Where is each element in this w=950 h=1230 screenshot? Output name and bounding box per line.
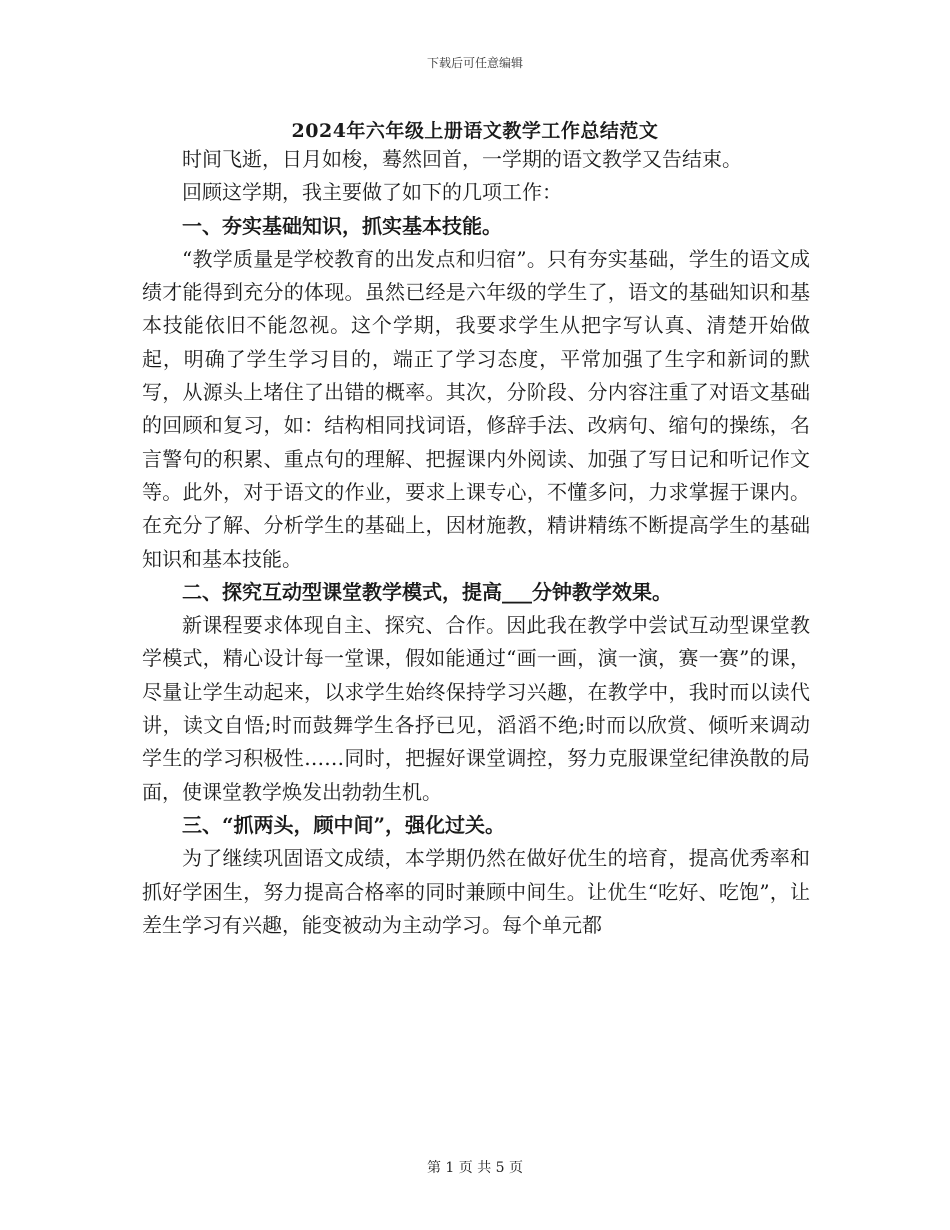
paragraph-section-1: “教学质量是学校教育的出发点和归宿”。只有夯实基础，学生的语文成绩才能得到充分的体现。虽然已经是六年级的学生了，语文的基础知识和基本技能依旧不能忽视。这个学期，我要求学生从把字写认真、清楚开始做起，明确了学生学习目的，端正了学习态度，平常加强了生字和新词的默写，从源头上堵住了出错的概率。其次，分阶段、分内容注重了对语文基础的回顾和复习，如：结构相同找词语，修辞手法、改病句、缩句的操练，名言警句的积累、重点句的理解、把握课内外阅读、加强了写日记和听记作文等。此外，对于语文的作业，要求上课专心，不懂多问，力求掌握于课内。在充分了解、分析学生的基础上，因材施教，精讲精练不断提高学生的基础知识和基本技能。 <box>142 246 810 571</box>
page-header-note: 下载后可任意编辑 <box>426 56 523 70</box>
paragraph-overview: 回顾这学期，我主要做了如下的几项工作： <box>182 180 562 205</box>
paragraph-section-2: 新课程要求体现自主、探究、合作。因此我在教学中尝试互动型课堂教学模式，精心设计每一堂课，假如能通过“画一画，演一演，赛一赛”的课，尽量让学生动起来，以求学生始终保持学习兴趣，在教学中，我时而以读代讲，读文自悟;时而鼓舞学生各抒已见，滔滔不绝;时而以欣赏、倾听来调动学生的学习积极性……同时，把握好课堂调控，努力克服课堂纪律涣散的局面，使课堂教学焕发出勃勃生机。 <box>142 613 810 804</box>
document-title: 2024年六年级上册语文教学工作总结范文 <box>291 120 659 142</box>
paragraph-section-3: 为了继续巩固语文成绩，本学期仍然在做好优生的培育，提高优秀率和抓好学困生，努力提高合格率的同时兼顾中间生。让优生“吃好、吃饱”，让差生学习有兴趣，能变被动为主动学习。每个单元都 <box>142 846 810 937</box>
section-heading-3: 三、“抓两头，顾中间”，强化过关。 <box>182 812 506 837</box>
section-heading-2: 二、探究互动型课堂教学模式，提高___分钟教学效果。 <box>182 579 672 604</box>
document-body <box>142 143 810 942</box>
page-number: 第 1 页 共 5 页 <box>426 1160 524 1176</box>
paragraph-intro: 时间飞逝，日月如梭，蓦然回首，一学期的语文教学又告结束。 <box>182 147 742 171</box>
section-heading-1: 一、夯实基础知识，抓实基本技能。 <box>182 213 502 238</box>
